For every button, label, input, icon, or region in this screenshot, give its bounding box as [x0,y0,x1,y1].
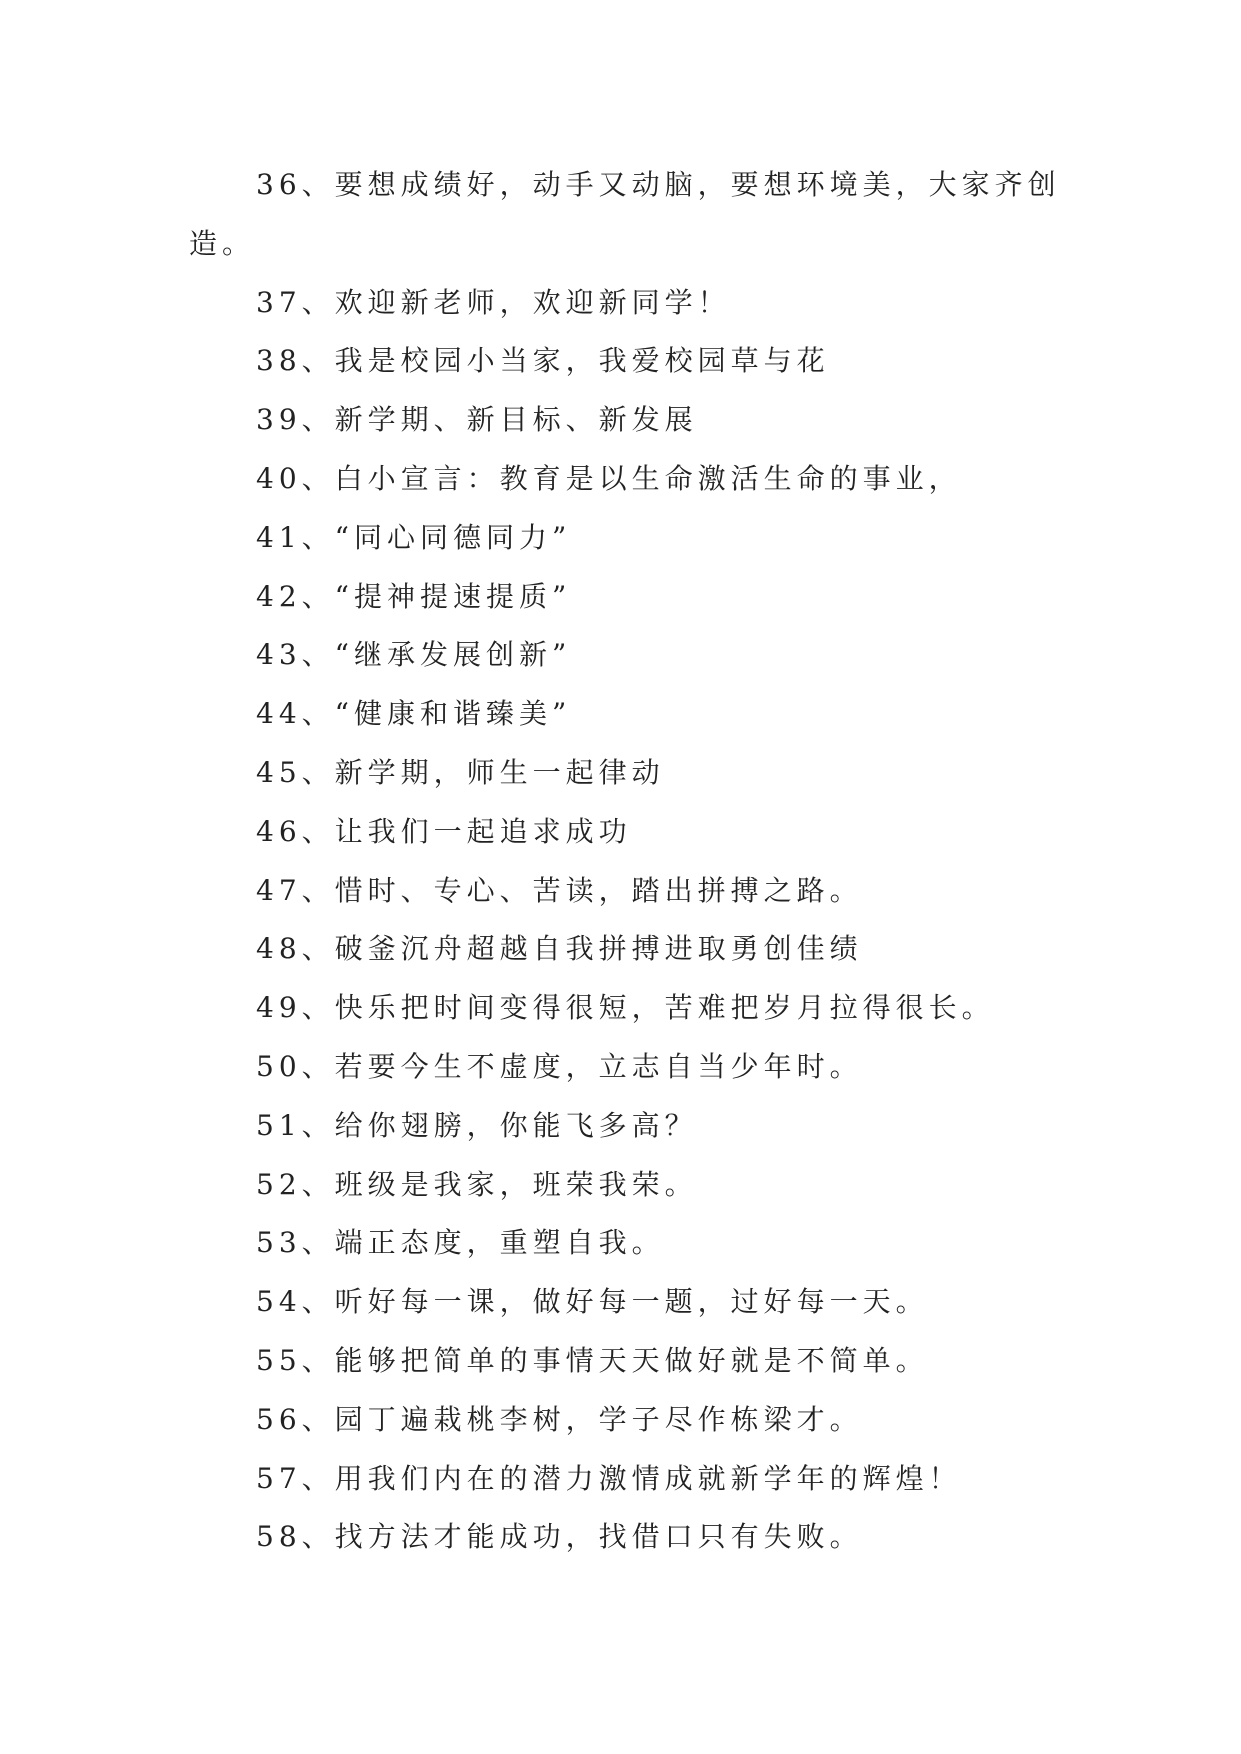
list-item-43: 43、“继承发展创新” [256,638,572,672]
list-item-44: 44、“健康和谐臻美” [256,697,572,731]
list-item-42: 42、“提神提速提质” [256,579,572,613]
list-item-41: 41、“同心同德同力” [256,520,572,554]
list-item-48: 48、破釜沉舟超越自我拼搏进取勇创佳绩 [256,932,863,966]
list-item-53: 53、端正态度，重塑自我。 [256,1226,665,1260]
list-item-49: 49、快乐把时间变得很短，苦难把岁月拉得很长。 [256,991,995,1025]
list-item-51: 51、给你翅膀，你能飞多高？ [256,1108,698,1142]
list-item-37: 37、欢迎新老师，欢迎新同学！ [256,285,731,319]
list-item-58: 58、找方法才能成功，找借口只有失败。 [256,1520,863,1554]
list-item-39: 39、新学期、新目标、新发展 [256,403,698,437]
list-item-56: 56、园丁遍栽桃李树，学子尽作栋梁才。 [256,1402,863,1436]
list-item-55: 55、能够把简单的事情天天做好就是不简单。 [256,1343,929,1377]
list-item-47: 47、惜时、专心、苦读，踏出拼搏之路。 [256,873,863,907]
list-item-40: 40、白小宣言：教育是以生命激活生命的事业， [256,461,962,495]
list-item-46: 46、让我们一起追求成功 [256,814,632,848]
list-item-36-continuation: 造。 [189,226,256,260]
list-item-54: 54、听好每一课，做好每一题，过好每一天。 [256,1285,929,1319]
list-item-57: 57、用我们内在的潜力激情成就新学年的辉煌！ [256,1461,962,1495]
document-body [0,156,1241,1567]
list-item-38: 38、我是校园小当家，我爱校园草与花 [256,344,830,378]
list-item-45: 45、新学期，师生一起律动 [256,755,665,789]
list-item-50: 50、若要今生不虚度，立志自当少年时。 [256,1049,863,1083]
list-item-52: 52、班级是我家，班荣我荣。 [256,1167,698,1201]
list-item-36: 36、要想成绩好，动手又动脑，要想环境美，大家齐创 [256,168,1061,201]
